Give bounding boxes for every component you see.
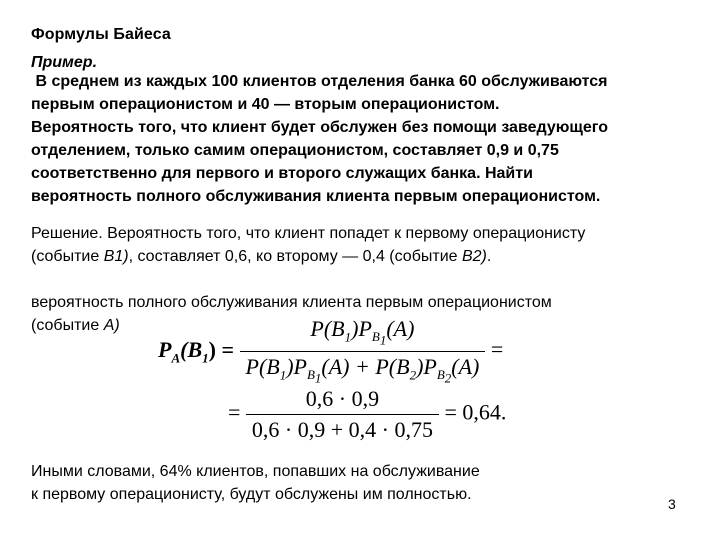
problem-line: вероятность полного обслуживания клиента первым операционистом. [31,188,601,205]
conclusion-line: Иными словами, 64% клиентов, попавших на обслуживание [31,463,480,480]
problem-line: первым операционистом и 40 — вторым операционистом. [31,96,500,113]
numeric-denominator: 0,6 · 0,9 + 0,4 · 0,75 [246,414,439,443]
probability-text-part: (событие [31,317,104,334]
numeric-fraction [246,386,439,443]
event-b1: B1) [103,248,129,265]
problem-text [31,70,706,208]
fraction-numerator: $P(B_1)P_{B_1}(A)$ [310,316,415,348]
solution-line-1: Решение. Вероятность того, что клиент попадет к первому операционисту [31,225,586,242]
numeric-formula [228,386,506,443]
solution-text-part: , составляет 0,6, ко второму — 0,4 (событие [128,248,462,265]
conclusion-text [31,460,706,506]
equals-sign: = [228,399,241,425]
formula-lhs: $P_A(B_1)$ = [158,336,234,365]
solution-text [31,222,706,268]
equals-sign: = [490,336,504,362]
formula-result: = 0,64. [444,399,507,425]
page-number: 3 [668,496,676,512]
bayes-formula [158,316,503,387]
problem-line: Вероятность того, что клиент будет обслужен без помощи заведующего [31,119,609,136]
problem-line: отделением, только самим операционистом, составляет 0,9 и 0,75 [31,142,559,159]
probability-line-1: вероятность полного обслуживания клиента первым операционистом [31,294,552,311]
problem-line: соответственно для первого и второго служащих банка. Найти [31,165,533,182]
solution-text-part: . [486,248,492,265]
problem-line: В среднем из каждых 100 клиентов отделения банка 60 обслуживаются [31,73,608,90]
solution-line-2 [31,245,706,268]
solution-text-part: (событие [31,248,104,265]
bayes-fraction [240,316,486,387]
fraction-denominator: $P(B_1)P_{B_1}(A) + P(B_2)P_{B_2}(A)$ [240,351,486,387]
numeric-numerator: 0,6 · 0,9 [305,386,380,411]
event-b2: B2) [461,248,487,265]
conclusion-line: к первому операционисту, будут обслужены им полностью. [31,486,472,503]
example-label: Пример. [31,54,98,71]
event-a: A) [103,317,120,334]
slide-title: Формулы Байеса [31,26,171,43]
